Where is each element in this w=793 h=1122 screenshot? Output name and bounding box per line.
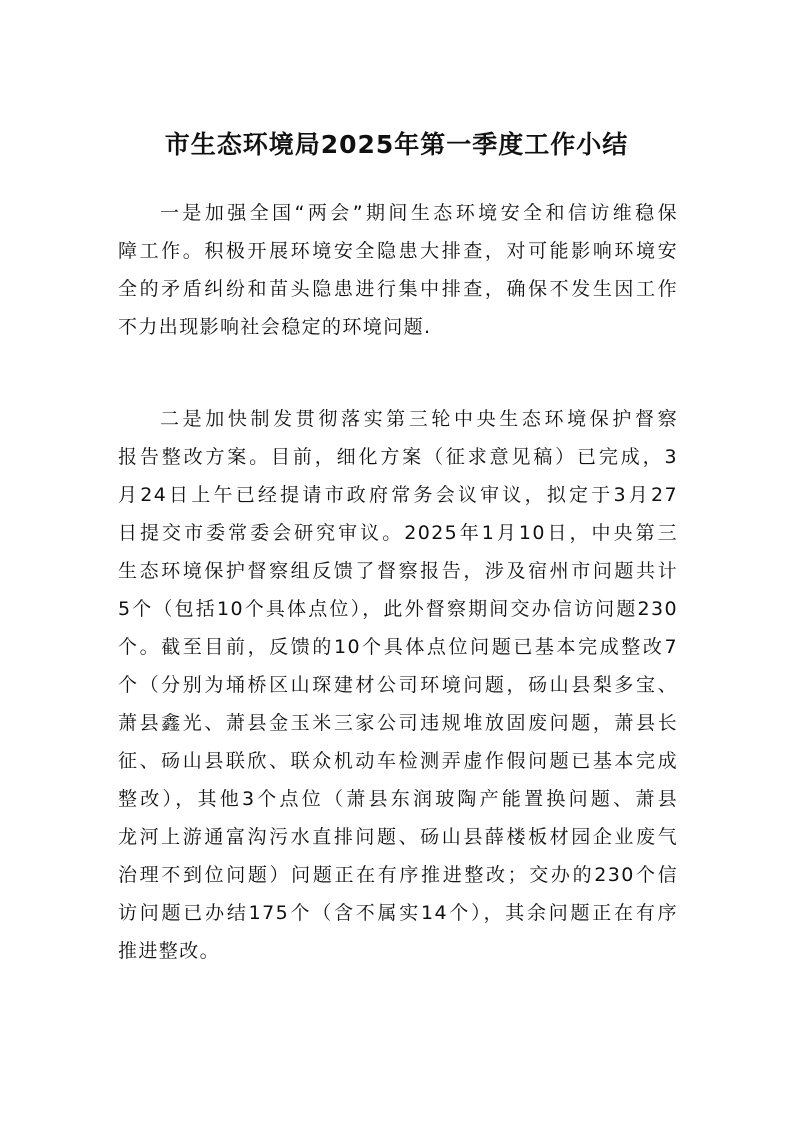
paragraph-line: 访问题已办结175个（含不属实14个），其余问题正在有序 [118,902,678,924]
paragraph-line: 一是加强全国“两会”期间生态环境安全和信访维稳保 [160,202,678,224]
paragraph-line: 个。截至目前，反馈的10个具体点位问题已基本完成整改7 [118,636,678,658]
document-title: 市生态环境局2025年第一季度工作小结 [164,130,629,159]
paragraph-2 [118,400,678,970]
paragraph-line: 全的矛盾纠纷和苗头隐患进行集中排查，确保不发生因工作 [118,278,678,300]
paragraph-line: 个（分别为埇桥区山琛建材公司环境问题，砀山县梨多宝、 [118,674,678,696]
paragraph-line: 治理不到位问题）问题正在有序推进整改；交办的230个信 [118,864,678,886]
paragraph-line: 生态环境保护督察组反馈了督察报告，涉及宿州市问题共计 [118,560,678,582]
paragraph-line: 萧县鑫光、萧县金玉米三家公司违规堆放固废问题，萧县长 [118,712,678,734]
paragraph-line: 征、砀山县联欣、联众机动车检测弄虚作假问题已基本完成 [118,750,678,772]
paragraph-line: 报告整改方案。目前，细化方案（征求意见稿）已完成，3 [118,446,678,468]
paragraph-line: 5个（包括10个具体点位），此外督察期间交办信访问题230 [118,598,678,620]
paragraph-1 [118,194,678,346]
paragraph-line: 不力出现影响社会稳定的环境问题. [118,316,432,338]
paragraph-line: 障工作。积极开展环境安全隐患大排查，对可能影响环境安 [118,240,678,262]
paragraph-line: 日提交市委常委会研究审议。2025年1月10日，中央第三 [118,522,678,544]
paragraph-line: 龙河上游通富沟污水直排问题、砀山县薛楼板材园企业废气 [118,826,678,848]
paragraph-line: 月24日上午已经提请市政府常务会议审议，拟定于3月27 [118,484,678,506]
paragraph-line: 整改），其他3个点位（萧县东润玻陶产能置换问题、萧县 [118,788,678,810]
paragraph-line: 二是加快制发贯彻落实第三轮中央生态环境保护督察 [160,408,678,430]
paragraph-line: 推进整改。 [118,940,221,962]
